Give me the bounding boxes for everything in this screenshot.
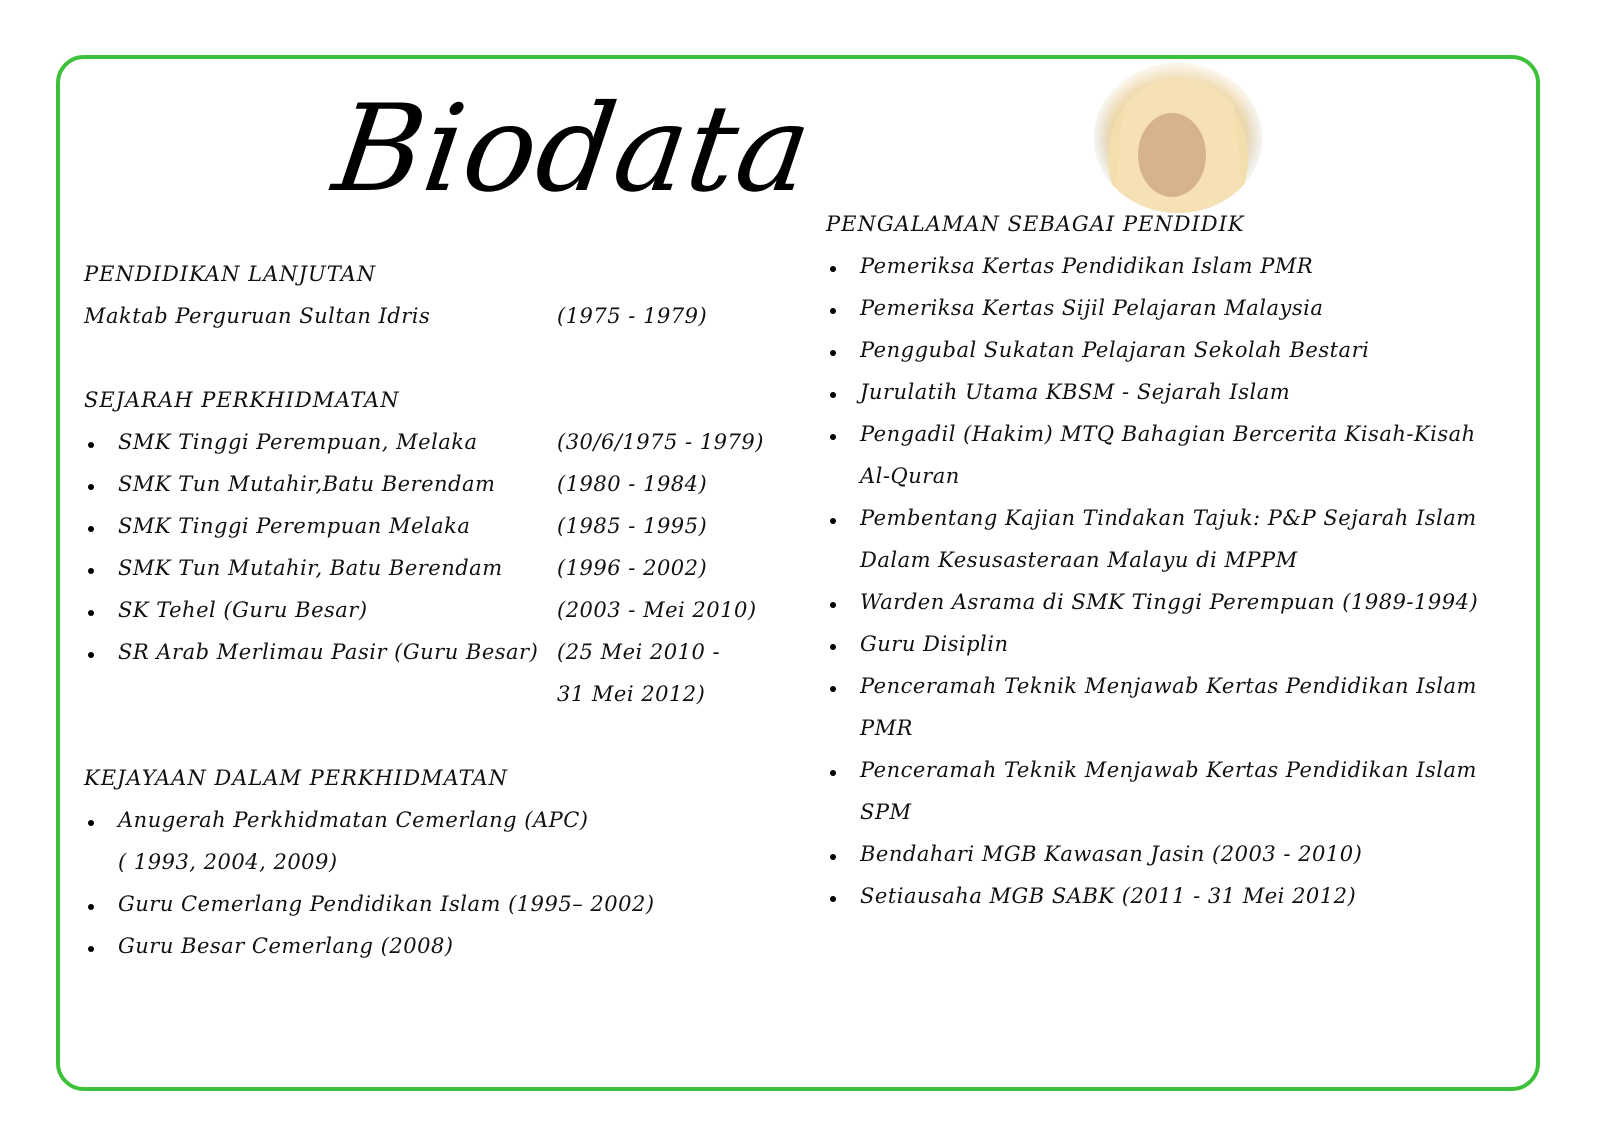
institution-years: (1975 - 1979): [557, 304, 708, 328]
achievement-item: Guru Besar Cemerlang (2008): [118, 934, 454, 958]
achievement-item: Anugerah Perkhidmatan Cemerlang (APC): [118, 808, 589, 832]
service-place: SMK Tun Mutahir, Batu Berendam: [118, 556, 503, 580]
bullet: [830, 434, 836, 440]
experience-item: Pemeriksa Kertas Sijil Pelajaran Malaysia: [860, 296, 1324, 320]
bullet: [88, 610, 94, 616]
service-place: SMK Tinggi Perempuan, Melaka: [118, 430, 478, 454]
bullet: [830, 350, 836, 356]
sejarah-heading: SEJARAH PERKHIDMATAN: [84, 388, 400, 412]
page-title: Biodata: [326, 80, 820, 219]
experience-item-cont: Dalam Kesusasteraan Malayu di MPPM: [860, 548, 1298, 572]
service-years: (25 Mei 2010 -: [557, 640, 721, 664]
service-years: (1996 - 2002): [557, 556, 708, 580]
bullet: [830, 854, 836, 860]
bullet: [830, 644, 836, 650]
bullet: [830, 686, 836, 692]
experience-item: Setiausaha MGB SABK (2011 - 31 Mei 2012): [860, 884, 1357, 908]
bullet: [830, 770, 836, 776]
service-years: (2003 - Mei 2010): [557, 598, 757, 622]
bullet: [830, 308, 836, 314]
bullet: [88, 904, 94, 910]
service-place: SMK Tinggi Perempuan Melaka: [118, 514, 471, 538]
experience-item: Jurulatih Utama KBSM - Sejarah Islam: [860, 380, 1291, 404]
bullet: [830, 518, 836, 524]
person-photo-icon: [1094, 63, 1262, 213]
service-place: SR Arab Merlimau Pasir (Guru Besar): [118, 640, 539, 664]
achievement-item-cont: ( 1993, 2004, 2009): [118, 850, 338, 874]
experience-item: Guru Disiplin: [860, 632, 1009, 656]
experience-item: Penceramah Teknik Menjawab Kertas Pendidikan Islam: [860, 674, 1477, 698]
achievement-item: Guru Cemerlang Pendidikan Islam (1995– 2002): [118, 892, 655, 916]
bullet: [88, 820, 94, 826]
profile-photo: [1094, 63, 1262, 213]
experience-item-cont: Al-Quran: [860, 464, 960, 488]
institution-text: Maktab Perguruan Sultan Idris: [84, 304, 431, 328]
service-years: (1980 - 1984): [557, 472, 708, 496]
service-years: (30/6/1975 - 1979): [557, 430, 764, 454]
experience-item-cont: SPM: [860, 800, 912, 824]
bullet: [88, 442, 94, 448]
service-years-cont: 31 Mei 2012): [557, 682, 706, 706]
bullet: [830, 602, 836, 608]
bullet: [830, 266, 836, 272]
experience-item: Bendahari MGB Kawasan Jasin (2003 - 2010): [860, 842, 1363, 866]
experience-item: Warden Asrama di SMK Tinggi Perempuan (1989-1994): [860, 590, 1479, 614]
experience-item: Pembentang Kajian Tindakan Tajuk: P&P Sejarah Islam: [860, 506, 1477, 530]
bullet: [88, 568, 94, 574]
service-years: (1985 - 1995): [557, 514, 708, 538]
bullet: [830, 392, 836, 398]
experience-item: Pemeriksa Kertas Pendidikan Islam PMR: [860, 254, 1314, 278]
experience-item-cont: PMR: [860, 716, 913, 740]
bullet: [830, 896, 836, 902]
pengalaman-heading: PENGALAMAN SEBAGAI PENDIDIK: [826, 212, 1245, 236]
experience-item: Pengadil (Hakim) MTQ Bahagian Bercerita Kisah-Kisah: [860, 422, 1476, 446]
experience-item: Penggubal Sukatan Pelajaran Sekolah Bestari: [860, 338, 1370, 362]
experience-item: Penceramah Teknik Menjawab Kertas Pendidikan Islam: [860, 758, 1477, 782]
service-place: SK Tehel (Guru Besar): [118, 598, 368, 622]
bullet: [88, 652, 94, 658]
bullet: [88, 526, 94, 532]
kejayaan-heading: KEJAYAAN DALAM PERKHIDMATAN: [84, 766, 508, 790]
pendidikan-heading: PENDIDIKAN LANJUTAN: [84, 262, 377, 286]
bullet: [88, 946, 94, 952]
service-place: SMK Tun Mutahir,Batu Berendam: [118, 472, 496, 496]
bullet: [88, 484, 94, 490]
